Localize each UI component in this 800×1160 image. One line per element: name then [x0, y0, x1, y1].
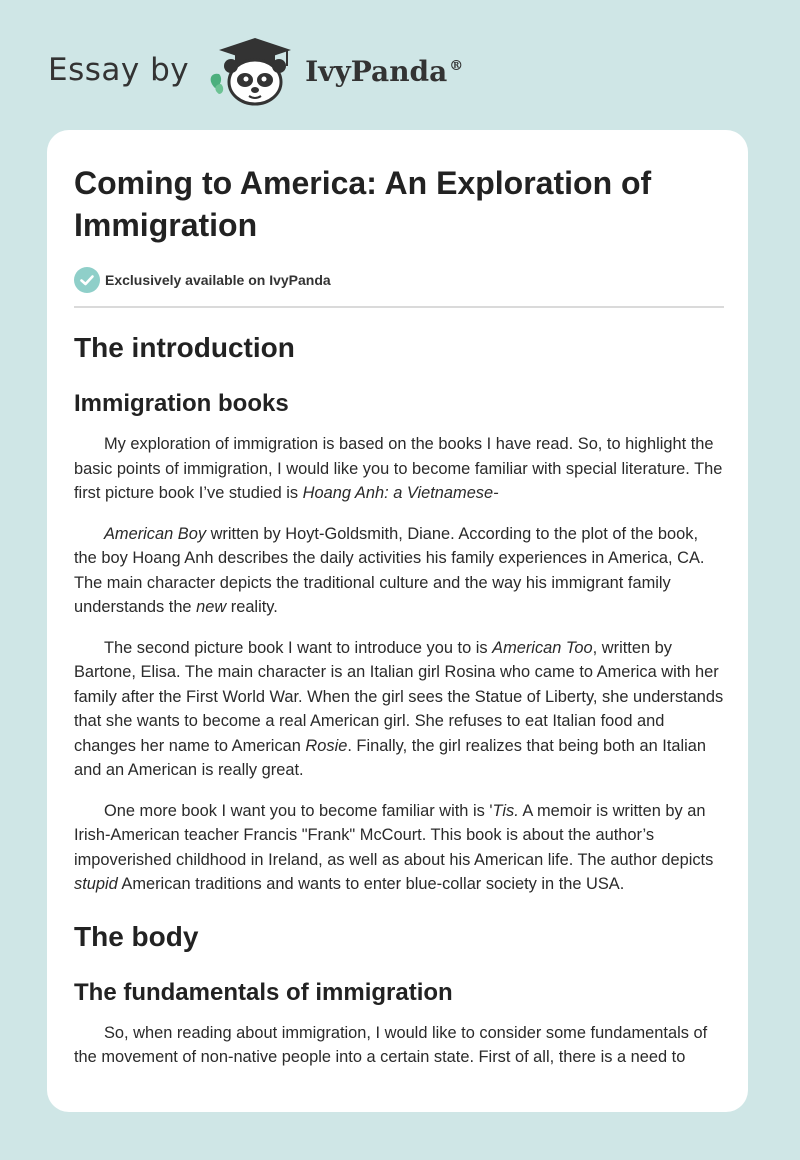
check-circle-icon — [74, 267, 100, 293]
brand-prefix: Essay by — [48, 52, 190, 88]
essay-card — [47, 130, 748, 1112]
brand-name: IvyPanda ® — [305, 54, 464, 88]
essay-content — [74, 162, 724, 1070]
subheading-fundamentals: The fundamentals of immigration — [74, 978, 453, 1006]
paragraph: American Boy written by Hoyt-Goldsmith, Diane. According to the plot of the book, the boy Hoang Anh describes the daily activities his family experiences in America, CA. The main character depicts the traditional culture and the way his immigrant family understands the new reality. — [74, 524, 705, 616]
paragraph: So, when reading about immigration, I would like to consider some fundamentals of the movement of non-native people into a certain state. First of all, there is a need to — [74, 1023, 708, 1066]
paragraph: My exploration of immigration is based on the books I have read. So, to highlight the basic points of immigration, I would like you to become familiar with special literature. The first picture book I’ve studied is Hoang Anh: a Vietnamese- — [74, 435, 723, 502]
page-title: Coming to America: An Exploration of Immigration — [74, 165, 652, 243]
exclusive-badge — [74, 266, 724, 294]
panda-logo-icon — [205, 36, 297, 108]
divider — [74, 306, 724, 308]
brand-header[interactable] — [48, 36, 463, 108]
section-heading-introduction: The introduction — [74, 332, 295, 363]
section-heading-body: The body — [74, 920, 199, 952]
paragraph: One more book I want you to become familiar with is 'Tis. A memoir is written by an Irish-American teacher Francis "Frank" McCourt. This book is about the author’s impoverished childhood in Ireland, as well as about his American life. The author depicts stupid American traditions and wants to enter blue-collar society in the USA. — [74, 801, 714, 893]
badge-text: Exclusively available on IvyPanda — [105, 272, 331, 288]
subheading-immigration-books: Immigration books — [74, 390, 289, 417]
paragraph: The second picture book I want to introduce you to is American Too, written by Bartone, Elisa. The main character is an Italian girl Rosina who came to America with her family after the First World War. When the girl sees the Statue of Liberty, she understands that she wants to become a real American girl. She refuses to eat Italian food and changes her name to American Rosie. Finally, the girl realizes that being both an Italian and an American is really great. — [74, 638, 724, 779]
